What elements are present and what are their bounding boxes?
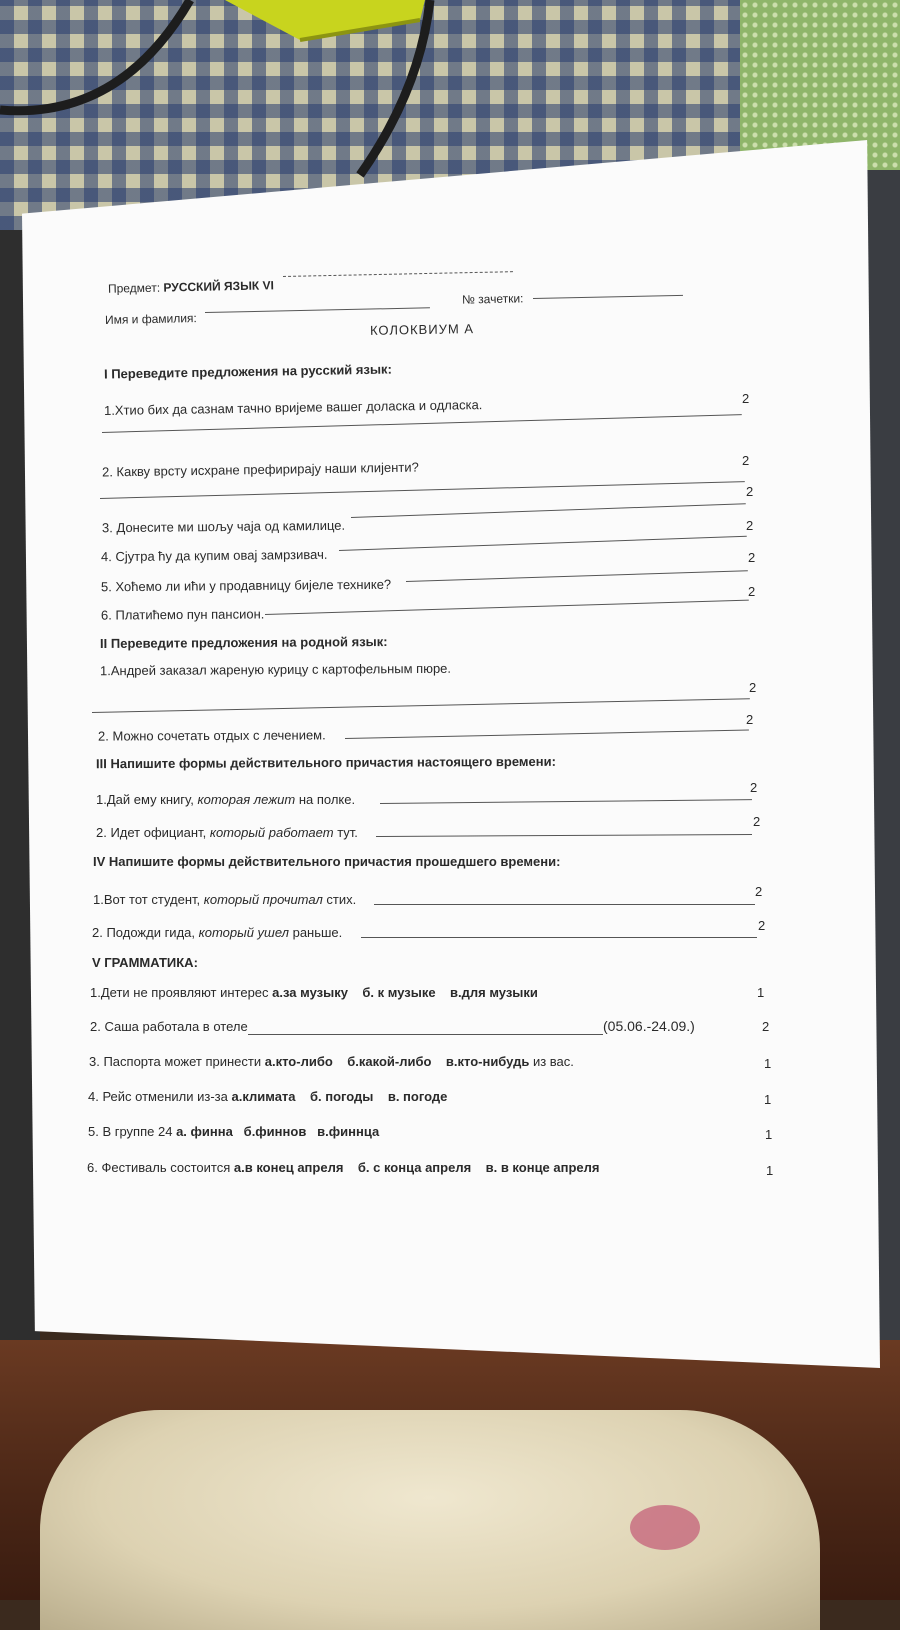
s3-item1-pre: 1.Дай ему книгу, [96,792,194,807]
s5-item3 [89,1054,574,1069]
page-title: КОЛОКВИУМ А [369,321,475,338]
s4-item1-text [93,892,356,907]
s5-item2-answer-line[interactable] [248,1034,603,1035]
s1-item3-text: 3. Донесите ми шољу чаја од камилице. [101,517,346,536]
s1-item5-text: 5. Хоћемо ли ићи у продавницу бијеле технике? [100,576,392,595]
record-field[interactable] [533,295,683,299]
s5-item1-pre: 1.Дети не проявляют интерес [90,985,269,1000]
s5-item1-points: 1 [757,985,765,1000]
s3-item2-answer-line[interactable] [376,834,752,837]
s5-item2-points: 2 [762,1019,770,1034]
s3-item2-post: тут. [337,825,358,840]
s3-item1-answer-line[interactable] [380,799,752,804]
subject-value: РУССКИЙ ЯЗЫК VI [163,278,274,295]
s1-extra-points: 2 [746,484,754,499]
s1-item2-text: 2. Какву врсту исхране префирирају наши клијенти? [101,459,419,480]
s5-item3-options: а.кто-либо б.какой-либо в.кто-нибудь [264,1054,530,1069]
section5-heading: V ГРАММАТИКА: [92,955,198,970]
s3-item2-text [96,825,358,840]
s5-item2-pre: 2. Саша работала в отеле [90,1019,248,1034]
section3-heading: III Напишите формы действительного причастия настоящего времени: [95,753,556,772]
s1-item2-answer-line[interactable] [100,481,745,499]
name-label: Имя и фамилия: [104,311,197,327]
section1-heading: I Переведите предложения на русский язык: [103,361,392,382]
s1-item1-text: 1.Хтио бих да сазнам тачно вријеме вашег доласка и одласка. [103,397,483,418]
s2-item2-answer-line[interactable] [345,730,749,739]
s4-item1-answer-line[interactable] [374,904,755,905]
s2-item1-text: 1.Андрей заказал жареную курицу с картофельным пюре. [99,660,452,679]
s5-item1 [90,985,538,1000]
s4-item2-pre: 2. Подожди гида, [92,925,195,940]
s1-item6-text: 6. Платићемо пун пансион. [100,606,265,623]
s1-item4-points: 2 [748,550,756,565]
s1-item5-answer-line[interactable] [406,570,748,582]
s3-item1-points: 2 [750,780,758,795]
s2-item1-points: 2 [749,680,757,695]
section2-heading: II Переведите предложения на родной язык: [99,633,388,652]
s1-item2-points: 2 [742,453,750,468]
s4-item1-post: стих. [326,892,357,907]
s4-item2-post: раньше. [292,925,343,940]
s2-item2-points: 2 [746,712,754,727]
s1-item3-points: 2 [746,518,754,533]
s5-item4-options: а.климата б. погоды в. погоде [231,1089,448,1104]
s5-item5-pre: 5. В группе 24 [88,1124,173,1139]
s5-item6 [87,1160,600,1175]
subject-label: Предмет: [107,280,161,296]
s4-item2-text [92,925,342,940]
s3-item2-points: 2 [753,814,761,829]
record-label: № зачетки: [461,291,524,307]
s3-item2-emphasis: который работает [209,825,334,840]
s4-item1-points: 2 [755,884,763,899]
s1-item1-points: 2 [742,391,750,406]
s5-item4-pre: 4. Рейс отменили из-за [88,1089,228,1104]
s5-item6-options: а.в конец апреля б. с конца апреля в. в конце апреля [233,1160,600,1175]
s5-item5 [88,1124,379,1139]
s5-item4-points: 1 [764,1092,772,1107]
s5-item5-options: а. финна б.финнов в.финнца [176,1124,380,1139]
s4-item1-pre: 1.Вот тот студент, [93,892,201,907]
s5-item3-post: из вас. [532,1054,574,1069]
subject-line [108,278,274,295]
s5-item5-points: 1 [765,1127,773,1142]
s5-item2 [90,1019,248,1034]
s2-item2-text: 2. Можно сочетать отдых с лечением. [97,727,326,744]
s5-item1-options: а.за музыку б. к музыке в.для музыки [272,985,538,1000]
s1-item6-answer-line[interactable] [265,600,749,615]
s1-item5-points: 2 [748,584,756,599]
s1-item1-answer-line[interactable] [102,414,742,433]
s5-item3-points: 1 [764,1056,772,1071]
name-field[interactable] [205,307,430,313]
s2-item1-answer-line[interactable] [92,698,750,713]
s4-item1-emphasis: который прочитал [203,892,323,907]
s3-item1-post: на полке. [298,792,356,807]
s1-item4-text: 4. Сјутра ћу да купим овај замрзивач. [100,546,328,565]
section4-heading: IV Напишите формы действительного причастия прошедшего времени: [93,854,561,869]
s5-item3-pre: 3. Паспорта может принести [89,1054,262,1069]
s4-item2-answer-line[interactable] [361,937,757,938]
subject-underline [283,271,513,277]
s3-item1-emphasis: которая лежит [197,792,296,807]
s3-item1-text [96,792,355,807]
s1-item4-answer-line[interactable] [339,536,747,551]
s5-item2-dates: (05.06.-24.09.) [603,1018,695,1034]
s4-item2-points: 2 [758,918,766,933]
s3-item2-pre: 2. Идет официант, [96,825,207,840]
s1-item3-answer-line[interactable] [351,503,746,518]
s5-item6-pre: 6. Фестиваль состоится [87,1160,231,1175]
s4-item2-emphasis: который ушел [198,925,289,940]
s5-item4 [88,1089,447,1104]
s5-item6-points: 1 [766,1163,774,1178]
